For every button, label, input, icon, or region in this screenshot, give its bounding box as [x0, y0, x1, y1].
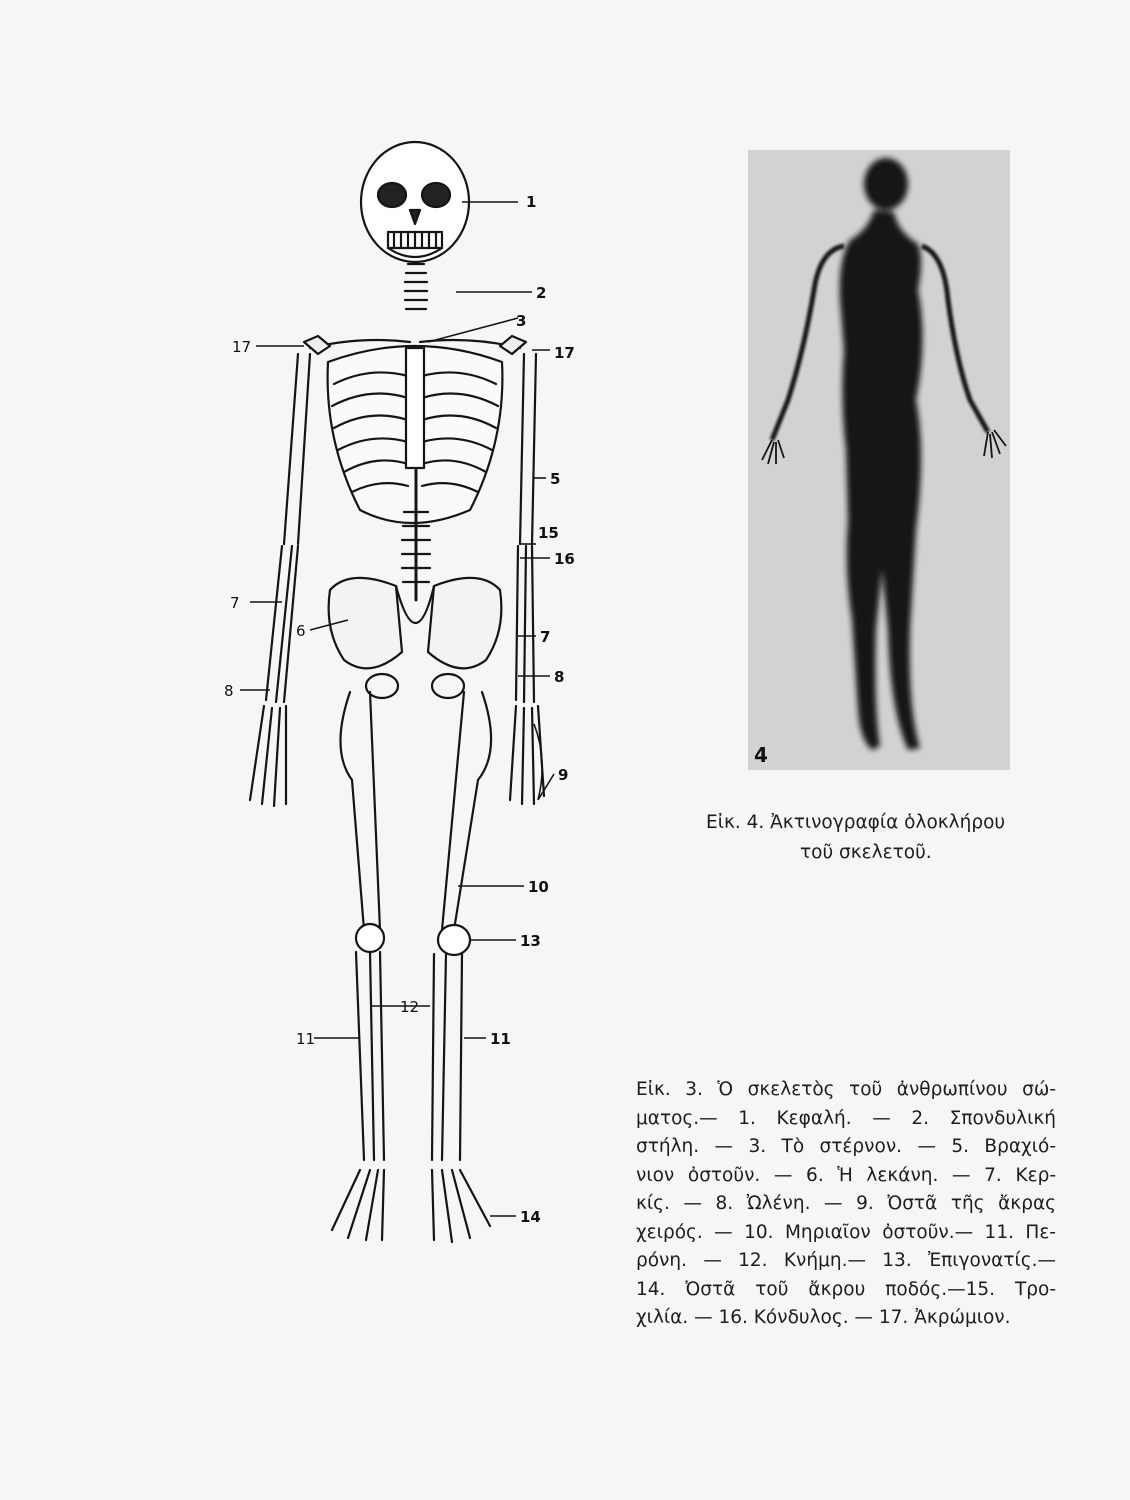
label-7-left: 7	[230, 594, 240, 612]
cervical-spine	[405, 264, 427, 309]
caption-line: στήλη. — 3. Τὸ στέρνον. — 5. Βραχιό-	[636, 1136, 1056, 1157]
caption-line: 14. Ὀστᾶ τοῦ ἄκρου ποδός.—15. Τρο-	[636, 1278, 1056, 1300]
label-16: 16	[554, 550, 575, 568]
label-10: 10	[528, 878, 549, 896]
label-1: 1	[526, 193, 537, 211]
plate-number: 4	[754, 743, 768, 767]
label-7-right: 7	[540, 628, 551, 646]
label-3: 3	[516, 312, 527, 330]
label-5: 5	[550, 470, 561, 488]
caption-line: νιον ὀστοῦν. — 6. Ἡ λεκάνη. — 7. Κερ-	[636, 1164, 1056, 1186]
figure-4-caption	[706, 808, 1036, 868]
figure-3-caption	[636, 1076, 1056, 1333]
caption-line: χιλία. — 16. Κόνδυλος. — 17. Ἀκρώμιον.	[636, 1307, 1011, 1328]
label-11-right: 11	[490, 1030, 511, 1048]
label-17-right: 17	[554, 344, 575, 362]
label-11-left: 11	[296, 1030, 316, 1048]
legs-drawing	[332, 692, 491, 1242]
label-15: 15	[538, 524, 559, 542]
label-13: 13	[520, 932, 541, 950]
caption-line: ρόνη. — 12. Κνήμη.— 13. Ἐπιγονατίς.—	[636, 1250, 1056, 1271]
xray-photograph	[748, 150, 1010, 770]
label-12: 12	[400, 998, 420, 1016]
label-17-left: 17	[232, 338, 252, 356]
caption-line: ματος.— 1. Κεφαλή. — 2. Σπονδυλική	[636, 1107, 1056, 1129]
label-2: 2	[536, 284, 547, 302]
caption-line: τοῦ σκελετοῦ.	[800, 842, 932, 863]
caption-line: χειρός. — 10. Μηριαῖον ὀστοῦν.— 11. Πε-	[636, 1221, 1056, 1243]
label-6: 6	[296, 622, 306, 640]
caption-line: κίς. — 8. Ὠλένη. — 9. Ὀστᾶ τῆς ἄκρας	[636, 1193, 1056, 1214]
label-8-left: 8	[224, 682, 234, 700]
caption-line: Εἰκ. 4. Ἀκτινογραφία ὁλοκλήρου	[706, 812, 1006, 833]
skeleton-illustration	[220, 140, 590, 1290]
skull-drawing	[361, 142, 469, 262]
label-9: 9	[558, 766, 569, 784]
caption-line: Εἰκ. 3. Ὁ σκελετὸς τοῦ ἀνθρωπίνου σώ-	[636, 1079, 1056, 1100]
label-14: 14	[520, 1208, 541, 1226]
label-8-right: 8	[554, 668, 565, 686]
